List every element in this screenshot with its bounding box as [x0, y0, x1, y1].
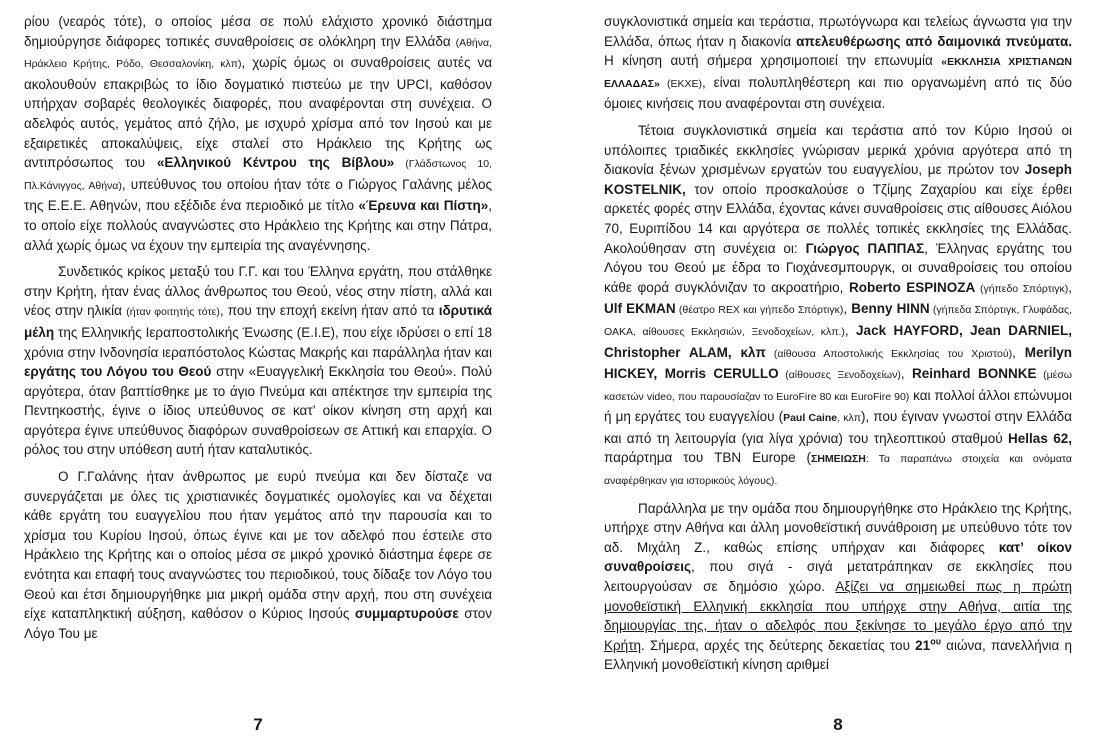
- text-run: , το οποίο είχε πολλούς αναγνώστες στο Ηράκλειο της Κρήτης και στην Πάτρα, αλλά χωρίς όμως να έχουν την εμπειρία της αναγέννησης.: [24, 198, 493, 253]
- text-run: : Τα παραπάνω στοιχεία και ονόματα αναφέρθηκαν για ιστορικούς λόγους).: [604, 453, 1073, 488]
- text-run: εργάτης του Λόγου του Θεού: [24, 364, 212, 380]
- right-paragraph-3: [604, 499, 1072, 675]
- text-run: (αίθουσες Ξενοδοχείων): [778, 369, 901, 382]
- right-page-text: [604, 12, 1072, 675]
- text-run: ), που έγιναν γνωστοί στην Ελλάδα και από τη λειτουργία (για λίγα χρόνια) του τηλεοπτικού σταθμού: [604, 409, 1072, 446]
- text-run: ,: [844, 322, 857, 338]
- text-run: ου: [930, 636, 941, 647]
- text-run: , υπεύθυνος του οποίου ήταν τότε ο Γιώργος Γαλάνης μέλος της Ε.Ε.Ε. Αθηνών, που εξέδιδε ένα περιοδικό με τίτλο: [24, 176, 492, 214]
- text-run: Παράλληλα με την ομάδα που δημιουργήθηκε στο Ηράκλειο της Κρήτης, υπήρχε στην Αθήνα και άλλη μονοθεϊστική συνάθροιση με υπεύθυνο τότε τον αδ. Μιχάλη Ζ., καθώς επίσης υπήρχαν και διάφορες: [604, 500, 1072, 555]
- text-run: και πολλοί άλλοι επώνυμοι ή μη εργάτες του ευαγγελίου (: [604, 387, 1072, 425]
- right-paragraph-1: [604, 12, 1072, 114]
- page-number-right: 8: [833, 715, 843, 734]
- text-run: (θέατρο REX και γήπεδο Σπόρτιγκ): [675, 304, 844, 317]
- text-run: Ulf EKMAN: [604, 301, 676, 317]
- text-run: τον οποίο προσκαλούσε ο Τζίμης Ζαχαρίου και είχε έρθει αρκετές φορές στην Ελλάδα, έχοντας κάνει συναθροίσεις στις αίθουσες Αιόλου 70, Ευριπίδου 14 και αργότερα σε πολλές τοπικές εκκλησίες της Ελλάδας. Ακολούθησαν στη συνέχεια οι:: [604, 181, 1072, 256]
- text-run: , που την εποχή εκείνη ήταν από τα: [219, 303, 439, 319]
- left-paragraph-2: [24, 262, 492, 460]
- text-run: ,: [900, 366, 913, 382]
- text-run: (μέσω κασετών video, που παρουσίαζαν το EuroFire 80 και EuroFire 90): [604, 369, 1073, 403]
- text-run: ιδρυτικά μέλη: [24, 303, 492, 340]
- text-run: «ΕΚΚΛΗΣΙΑ ΧΡΙΣΤΙΑΝΩΝ ΕΛΛΑΔΑΣ»: [604, 56, 1072, 90]
- text-run: ρίου (νεαρός τότε), ο οποίος μέσα σε πολύ ελάχιστο χρονικό διάστημα δημιούργησε διάφορες τοπικές συναθροίσεις σε ολόκληρη την Ελλάδα: [24, 14, 492, 49]
- left-paragraph-1: [24, 12, 492, 255]
- text-run: (Γλάδστωνος 10, Πλ.Κάνιγγος, Αθήνα): [24, 158, 492, 192]
- text-run: «Έρευνα και Πίστη»: [358, 198, 489, 214]
- page-number-left: 7: [253, 715, 263, 734]
- text-run: αιώνα, πανελλήνια η Ελληνική μονοθεϊστική κίνηση αριθμεί: [604, 637, 1072, 673]
- text-run: Merilyn HICKEY, Morris CERULLO: [604, 344, 1072, 382]
- text-run: 21: [915, 637, 931, 653]
- left-page-text: [24, 12, 492, 643]
- text-run: (ΕΚΧΕ): [659, 77, 702, 90]
- text-run: Reinhard BONNKE: [912, 366, 1037, 382]
- text-run: Η κίνηση αυτή σήμερα χρησιμοποιεί την επωνυμία: [604, 53, 942, 69]
- right-paragraph-2: [604, 121, 1072, 492]
- text-run: στον Λόγο Του με: [24, 606, 492, 641]
- text-run: , χωρίς όμως οι συναθροίσεις αυτές να ακολουθούν επακριβώς το ίδιο δογματικό πιστεύω με την UPCI, καθόσον υπήρχαν σοβαρές θεολογικές διαφορές, που αναφέρονται στη συνέχεια. Ο αδελφός αυτός, γεμάτος από ζήλο, με ισχυρό χρίσμα από τον Ιησού και με εξαιρετικές αποκαλύψεις, είχε σταλεί στο Ηράκλειο της Κρήτης ως αντιπρόσωπος του: [24, 55, 493, 171]
- text-run: συγκλονιστικά σημεία και τεράστια, πρωτόγνωρα και τελείως άγνωστα για την Ελλάδα, όπως ήταν η διακονία: [604, 14, 1072, 49]
- text-run: απελευθέρωσης από δαιμονικά πνεύματα.: [796, 33, 1073, 49]
- text-run: ,: [1068, 279, 1072, 295]
- text-run: Paul Caine: [783, 412, 838, 425]
- text-run: «Ελληνικού Κέντρου της Βίβλου»: [156, 155, 395, 171]
- text-run: , που σιγά - σιγά μετατράπηκαν σε εκκλησίες που λειτουργούσαν σε δημόσιο χώρο.: [604, 559, 1072, 595]
- text-run: (γήπεδα Σπόρτιγκ, Γλυφάδας, ΟΑΚΑ, αίθουσες Εκκλησιών, Ξενοδοχείων, κλπ.): [604, 304, 1072, 338]
- right-page: [604, 12, 1072, 756]
- text-run: . Σήμερα, αρχές της δεύτερης δεκαετίας του: [641, 637, 916, 653]
- text-run: Roberto ESPINOZA: [848, 279, 976, 295]
- left-page: [24, 12, 492, 756]
- text-run: Jack HAYFORD, Jean DARNIEL, Christopher ALAM, κλπ: [604, 322, 1072, 360]
- text-run: Συνδετικός κρίκος μεταξύ του Γ.Γ. και του Έλληνα εργάτη, που στάλθηκε στην Κρήτη, ήταν ένας άλλος άνθρωπος του Θεού, νέος στην πίστη, αλλά και νέος στην ηλικία: [24, 264, 492, 319]
- text-run: , Έλληνας εργάτης του Λόγου του Θεού με έδρα το Γιοχάνεσμπουργκ, οι συναθροίσεις του οποίου κάθε φορά συγκλόνιζαν το ακροατήριο,: [604, 240, 1072, 295]
- text-run: (Αθήνα, Ηράκλειο Κρήτης, Ρόδο, Θεσσαλονίκη, κλπ): [24, 36, 492, 71]
- text-run: (αίθουσα Αποστολικής Εκκλησίας του Χριστού): [765, 347, 1013, 360]
- text-run: Ο Γ.Γαλάνης ήταν άνθρωπος με ευρύ πνεύμα και δεν δίσταζε να συνεργάζεται με όλες τις χριστιανικές δογματικές ομολογίες και να δέχεται κάθε εργάτη του ευαγγελίου που ήταν γεμάτος από την παρουσία και το χρίσμα του Κυρίου Ιησού, όπως έγινε και με τον αδελφό που έστειλε στο Ηράκλειο της Κρήτης και ο οποίος μέσα σε μικρό χρονικό διάστημα έφερε σε ενότητα και επαφή τους αναγνώστες του περιοδικού, τους δίδαξε τον Λόγο του Θεού και έτσι δημιουργήθηκε μια μικρή ομάδα στην αρχή, που στη συνέχεια είχε καταπληκτική αύξηση, καθόσον ο Κύριος Ιησούς: [24, 469, 492, 622]
- text-run: Benny HINN: [851, 301, 930, 317]
- text-run: παράρτημα του TBN Europe (: [604, 450, 812, 466]
- text-run: ΣΗΜΕΙΩΣΗ: [811, 453, 866, 466]
- text-run: συμμαρτυρούσε: [354, 606, 459, 622]
- text-run: ,: [843, 301, 852, 317]
- text-run: Γιώργος ΠΑΠΠΑΣ: [805, 240, 925, 256]
- text-run: Αξίζει να σημειωθεί πως η πρώτη μονοθεϊστική Ελληνική εκκλησία που υπήρχε στην Αθήνα, αιτία της δημιουργίας της, ήταν ο αδελφός που ξεκίνησε το μεγάλο έργο από την Κρήτη: [604, 579, 1073, 653]
- text-run: (ήταν φοιτητής τότε): [126, 306, 220, 319]
- text-run: κατ’ οίκον συναθροίσεις: [604, 539, 1072, 575]
- text-run: της Ελληνικής Ιεραποστολικής Ένωσης (Ε.Ι.Ε), που είχε ιδρύσει ο επί 18 χρόνια στην Ινδονησία ιεραπόστολος Κώστας Μακρής και παράλληλα ήταν και: [24, 324, 492, 360]
- text-run: στην «Ευαγγελική Εκκλησία του Θεού». Πολύ αργότερα, όταν βαπτίσθηκε με το άγιο Πνεύμα και απέκτησε την εμπειρία της Πεντηκοστής, έγινε ο ίδιος υπεύθυνος σε κατ’ οίκον κίνηση στη αρχή και αργότερα έγινε υπεύθυνος διαφόρων συναθροίσεων σε Αττική και επαρχία. Ο ρόλος του στην υπόθεση αυτή ήταν καταλυτικός.: [24, 364, 492, 458]
- text-run: Τέτοια συγκλονιστικά σημεία και τεράστια από τον Κύριο Ιησού οι υπόλοιπες τριαδικές εκκλησίες γνώρισαν μερικά χρόνια αργότερα από τη διακονία ξένων χρισμένων εργατών του ευαγγελίου, με πρώτον τον: [604, 122, 1072, 178]
- text-run: , κλπ: [837, 412, 861, 425]
- text-run: , είναι πολυπληθέστερη και πιο οργανωμένη από τις δύο όμοιες κινήσεις που αναφέρονται στη συνέχεια.: [604, 74, 1072, 112]
- left-paragraph-3: [24, 467, 492, 643]
- text-run: Joseph KOSTELNIK,: [604, 162, 1072, 197]
- text-run: ,: [1012, 344, 1025, 360]
- text-run: (γήπεδο Σπόρτιγκ): [975, 282, 1069, 295]
- text-run: Hellas 62,: [1008, 430, 1072, 446]
